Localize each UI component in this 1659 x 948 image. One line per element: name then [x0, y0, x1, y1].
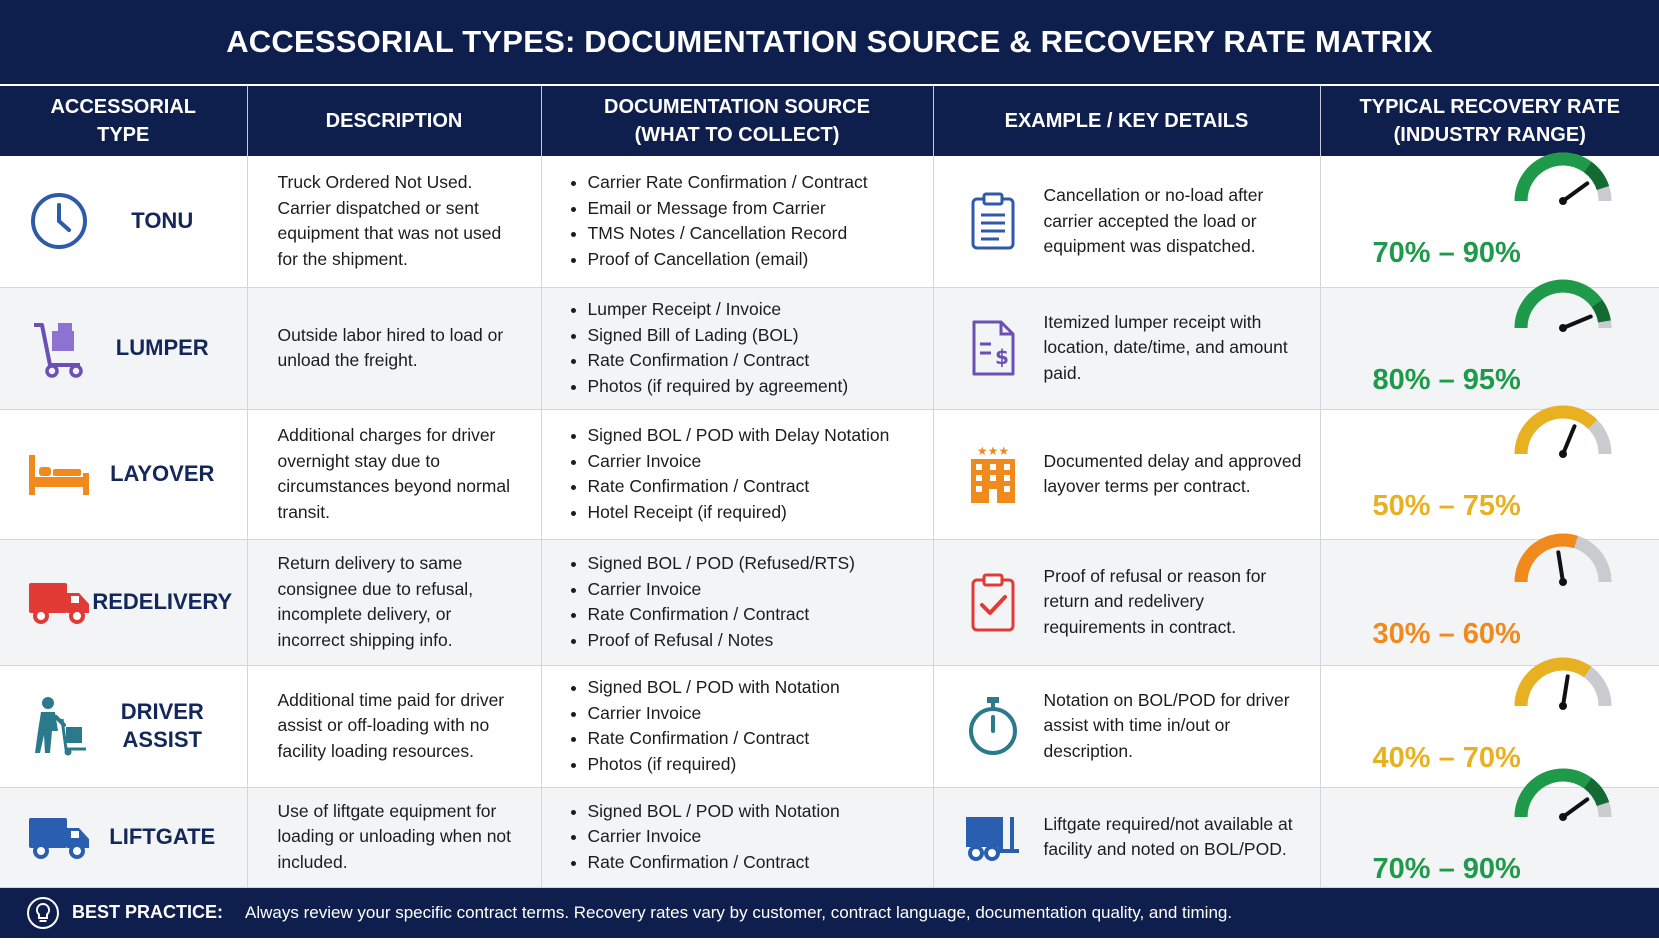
recovery-rate-value: 50% – 75%	[1372, 490, 1521, 522]
gauge-fill	[1521, 412, 1563, 454]
list-item: • TMS Notes / Cancellation Record	[588, 221, 923, 247]
liftgate-truck-icon	[964, 804, 1022, 870]
table-row-tonu	[0, 156, 1659, 287]
gauge-needle	[1558, 552, 1563, 582]
header-example-key-details: EXAMPLE / KEY DETAILS	[933, 86, 1320, 156]
list-item: • Photos (if required)	[588, 752, 923, 778]
gauge-fill	[1521, 775, 1588, 817]
table-row-redelivery	[0, 539, 1659, 665]
list-item: • Signed BOL / POD with Delay Notation	[588, 423, 923, 449]
example-text: Itemized lumper receipt with location, date/time, and amount paid.	[1043, 311, 1288, 383]
gauge-range	[1596, 303, 1604, 321]
stopwatch-icon	[964, 693, 1022, 759]
accessorial-type-label: TONU	[131, 208, 194, 234]
accessorial-type-label: LIFTGATE	[109, 824, 216, 849]
documentation-list	[542, 170, 933, 272]
gauge-fill	[1521, 548, 1538, 582]
list-item: • Signed Bill of Lading (BOL)	[588, 323, 923, 349]
list-item: • Carrier Invoice	[588, 577, 923, 603]
list-item: • Rate Confirmation / Contract	[588, 850, 923, 876]
table-row-liftgate	[0, 787, 1659, 887]
gauge-fill	[1521, 666, 1550, 706]
recovery-gauge	[1511, 654, 1615, 712]
table-row-driver-assist	[0, 665, 1659, 787]
header-description: DESCRIPTION	[247, 86, 541, 156]
list-item: • Signed BOL / POD (Refused/RTS)	[588, 551, 923, 577]
description-text: Return delivery to same consignee due to refusal, incomplete delivery, or incorrect shipping info.	[247, 539, 541, 665]
recovery-gauge	[1511, 276, 1615, 334]
gauge-hub	[1559, 450, 1567, 458]
list-item: • Rate Confirmation / Contract	[588, 726, 923, 752]
best-practice-label: BEST PRACTICE:	[72, 902, 224, 922]
list-item: • Proof of Cancellation (email)	[588, 247, 923, 273]
list-item: • Email or Message from Carrier	[588, 196, 923, 222]
accessorial-type-label: REDELIVERY	[92, 589, 233, 614]
list-item: • Rate Confirmation / Contract	[588, 602, 923, 628]
list-item: • Photos (if required by agreement)	[588, 374, 923, 400]
documentation-list	[542, 799, 933, 876]
best-practice-footer	[0, 888, 1659, 938]
example-text: Notation on BOL/POD for driver assist with time in/out or description.	[1043, 689, 1290, 761]
list-item: • Signed BOL / POD with Notation	[588, 675, 923, 701]
recovery-gauge	[1511, 149, 1615, 207]
recovery-rate-value: 70% – 90%	[1372, 237, 1521, 270]
header-documentation-source: DOCUMENTATION SOURCE (WHAT TO COLLECT)	[541, 86, 933, 156]
example-text: Documented delay and approved layover terms per contract.	[1043, 450, 1302, 496]
header-row	[0, 86, 1659, 156]
list-item: • Rate Confirmation / Contract	[588, 348, 923, 374]
bed-icon	[26, 441, 92, 507]
gauge-hub	[1559, 324, 1567, 332]
liftgate-truck-icon	[26, 804, 92, 870]
table-row-lumper	[0, 287, 1659, 409]
gauge-needle	[1563, 317, 1591, 328]
gauge-range	[1587, 167, 1602, 188]
list-item: • Rate Confirmation / Contract	[588, 474, 923, 500]
gauge-hub	[1559, 197, 1567, 205]
example-text: Liftgate required/not available at facility and noted on BOL/POD.	[1043, 813, 1293, 859]
recovery-rate-value: 30% – 60%	[1372, 618, 1521, 650]
header-accessorial-type: ACCESSORIAL TYPE	[0, 86, 247, 156]
receipt-dollar-icon	[964, 315, 1022, 381]
accessorial-type-label: DRIVER ASSIST	[120, 699, 204, 752]
documentation-list	[542, 297, 933, 399]
svg-text:★★★: ★★★	[976, 444, 1009, 458]
gauge-needle	[1563, 799, 1587, 817]
accessorial-type-label: LAYOVER	[110, 461, 215, 486]
gauge-range	[1563, 412, 1593, 424]
accessorial-type-label: LUMPER	[115, 335, 209, 360]
description-text: Additional time paid for driver assist or off-loading with no facility loading resources.	[247, 665, 541, 787]
header-recovery-rate: TYPICAL RECOVERY RATE (INDUSTRY RANGE)	[1320, 86, 1659, 156]
gauge-fill	[1521, 159, 1588, 201]
best-practice-text: Always review your specific contract terms. Recovery rates vary by customer, contract language, documentation quality, and timing.	[245, 902, 1233, 922]
documentation-list	[542, 423, 933, 525]
hotel-icon	[964, 441, 1022, 507]
list-item: • Proof of Refusal / Notes	[588, 628, 923, 654]
list-item: • Carrier Invoice	[588, 824, 923, 850]
list-item: • Lumper Receipt / Invoice	[588, 297, 923, 323]
recovery-rate-value: 40% – 70%	[1372, 742, 1521, 774]
list-item: • Carrier Invoice	[588, 701, 923, 727]
list-item: • Signed BOL / POD with Notation	[588, 799, 923, 825]
description-text: Additional charges for driver overnight stay due to circumstances beyond normal transit.	[247, 409, 541, 539]
example-text: Proof of refusal or reason for return and redelivery requirements in contract.	[1043, 565, 1267, 637]
description-text: Truck Ordered Not Used. Carrier dispatched or sent equipment that was not used for the shipment.	[247, 156, 541, 287]
documentation-list	[542, 675, 933, 777]
gauge-needle	[1563, 676, 1568, 706]
documentation-list	[542, 551, 933, 653]
gauge-range	[1587, 783, 1602, 804]
hand-truck-icon	[26, 315, 92, 381]
description-text: Use of liftgate equipment for loading or unloading when not included.	[247, 787, 541, 887]
gauge-hub	[1559, 702, 1567, 710]
description-text: Outside labor hired to load or unload the freight.	[247, 287, 541, 409]
accessorial-matrix-table	[0, 86, 1659, 888]
recovery-rate-value: 80% – 95%	[1372, 364, 1521, 396]
list-item: • Carrier Rate Confirmation / Contract	[588, 170, 923, 196]
delivery-truck-icon	[26, 569, 92, 635]
lightbulb-icon	[26, 896, 60, 930]
recovery-gauge	[1511, 402, 1615, 460]
list-item: • Hotel Receipt (if required)	[588, 500, 923, 526]
table-row-layover	[0, 409, 1659, 539]
svg-text:$: $	[994, 345, 1009, 369]
clipboard-list-icon	[964, 188, 1022, 254]
recovery-rate-value: 70% – 90%	[1372, 853, 1521, 885]
list-item: • Carrier Invoice	[588, 449, 923, 475]
page-title: ACCESSORIAL TYPES: DOCUMENTATION SOURCE & RECOVERY RATE MATRIX	[0, 0, 1659, 86]
recovery-gauge	[1511, 765, 1615, 823]
clipboard-check-icon	[964, 569, 1022, 635]
recovery-gauge	[1511, 530, 1615, 588]
gauge-hub	[1559, 578, 1567, 586]
example-text: Cancellation or no-load after carrier accepted the load or equipment was dispatched.	[1043, 185, 1264, 256]
gauge-fill	[1521, 286, 1597, 328]
worker-dolly-icon	[26, 693, 92, 759]
gauge-hub	[1559, 813, 1567, 821]
gauge-needle	[1563, 184, 1587, 202]
gauge-needle	[1563, 426, 1574, 454]
clock-icon	[26, 188, 92, 254]
